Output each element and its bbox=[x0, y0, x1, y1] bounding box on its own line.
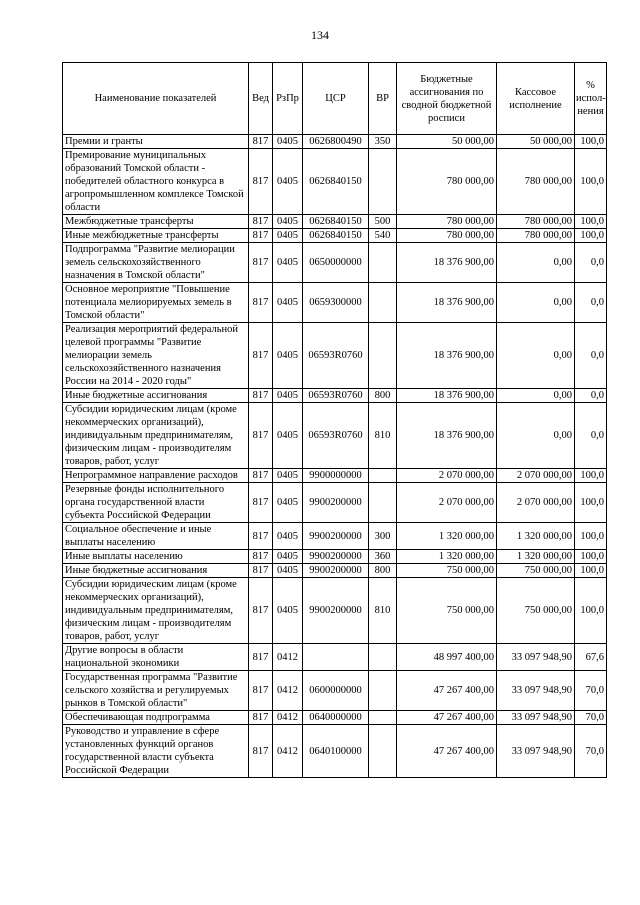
cell-vr bbox=[369, 149, 397, 215]
cell-name: Резервные фонды исполнительного органа государственной власти субъекта Российской Федерации bbox=[63, 483, 249, 523]
cell-pct: 0,0 bbox=[575, 243, 607, 283]
cell-rzpr: 0405 bbox=[273, 229, 303, 243]
cell-csr: 0659300000 bbox=[303, 283, 369, 323]
cell-ved: 817 bbox=[249, 711, 273, 725]
cell-rzpr: 0412 bbox=[273, 671, 303, 711]
header-csr: ЦСР bbox=[303, 63, 369, 135]
table-row bbox=[63, 283, 607, 323]
cell-ved: 817 bbox=[249, 523, 273, 550]
cell-rzpr: 0412 bbox=[273, 711, 303, 725]
cell-pct: 0,0 bbox=[575, 283, 607, 323]
cell-budget: 2 070 000,00 bbox=[397, 483, 497, 523]
cell-name: Основное мероприятие "Повышение потенциала мелиорируемых земель в Томской области" bbox=[63, 283, 249, 323]
cell-rzpr: 0405 bbox=[273, 283, 303, 323]
cell-budget: 780 000,00 bbox=[397, 149, 497, 215]
header-budget: Бюджетные ассигнования по сводной бюджетной росписи bbox=[397, 63, 497, 135]
cell-csr: 9900200000 bbox=[303, 523, 369, 550]
cell-rzpr: 0405 bbox=[273, 403, 303, 469]
cell-vr bbox=[369, 243, 397, 283]
cell-pct: 100,0 bbox=[575, 578, 607, 644]
page-number: 134 bbox=[311, 28, 329, 42]
cell-pct: 100,0 bbox=[575, 149, 607, 215]
cell-name: Иные бюджетные ассигнования bbox=[63, 389, 249, 403]
cell-ved: 817 bbox=[249, 323, 273, 389]
cell-vr: 810 bbox=[369, 578, 397, 644]
header-rzpr: РзПр bbox=[273, 63, 303, 135]
table-header-row bbox=[63, 63, 607, 135]
cell-csr: 9900200000 bbox=[303, 550, 369, 564]
cell-ved: 817 bbox=[249, 671, 273, 711]
budget-table bbox=[62, 62, 607, 778]
table-row bbox=[63, 149, 607, 215]
cell-rzpr: 0405 bbox=[273, 215, 303, 229]
cell-rzpr: 0405 bbox=[273, 389, 303, 403]
cell-budget: 18 376 900,00 bbox=[397, 403, 497, 469]
cell-vr: 540 bbox=[369, 229, 397, 243]
cell-name: Межбюджетные трансферты bbox=[63, 215, 249, 229]
cell-rzpr: 0405 bbox=[273, 550, 303, 564]
cell-pct: 100,0 bbox=[575, 135, 607, 149]
cell-pct: 0,0 bbox=[575, 403, 607, 469]
cell-vr bbox=[369, 644, 397, 671]
cell-csr: 0640100000 bbox=[303, 725, 369, 778]
cell-cash: 780 000,00 bbox=[497, 229, 575, 243]
table-body bbox=[63, 135, 607, 778]
cell-ved: 817 bbox=[249, 283, 273, 323]
cell-ved: 817 bbox=[249, 483, 273, 523]
cell-cash: 0,00 bbox=[497, 243, 575, 283]
cell-cash: 33 097 948,90 bbox=[497, 671, 575, 711]
cell-cash: 750 000,00 bbox=[497, 578, 575, 644]
cell-name: Иные межбюджетные трансферты bbox=[63, 229, 249, 243]
header-name: Наименование показателей bbox=[63, 63, 249, 135]
table-row bbox=[63, 523, 607, 550]
cell-vr: 300 bbox=[369, 523, 397, 550]
cell-cash: 50 000,00 bbox=[497, 135, 575, 149]
cell-csr: 06593R0760 bbox=[303, 323, 369, 389]
cell-budget: 48 997 400,00 bbox=[397, 644, 497, 671]
cell-name: Премии и гранты bbox=[63, 135, 249, 149]
cell-pct: 100,0 bbox=[575, 483, 607, 523]
header-ved: Вед bbox=[249, 63, 273, 135]
cell-rzpr: 0405 bbox=[273, 243, 303, 283]
cell-csr: 0640000000 bbox=[303, 711, 369, 725]
table-row bbox=[63, 711, 607, 725]
cell-csr: 9900200000 bbox=[303, 564, 369, 578]
cell-ved: 817 bbox=[249, 644, 273, 671]
cell-csr: 0626840150 bbox=[303, 229, 369, 243]
cell-cash: 1 320 000,00 bbox=[497, 523, 575, 550]
cell-vr bbox=[369, 483, 397, 523]
cell-csr: 0626840150 bbox=[303, 215, 369, 229]
cell-budget: 1 320 000,00 bbox=[397, 523, 497, 550]
cell-name: Премирование муниципальных образований Томской области - победителей областного конкурса в агропромышленном комплексе Томской области bbox=[63, 149, 249, 215]
cell-ved: 817 bbox=[249, 403, 273, 469]
table-row bbox=[63, 564, 607, 578]
cell-ved: 817 bbox=[249, 578, 273, 644]
cell-budget: 47 267 400,00 bbox=[397, 725, 497, 778]
cell-budget: 780 000,00 bbox=[397, 229, 497, 243]
cell-csr: 06593R0760 bbox=[303, 403, 369, 469]
table-row bbox=[63, 403, 607, 469]
cell-name: Субсидии юридическим лицам (кроме некоммерческих организаций), индивидуальным предпринимателям, физическим лицам - производителям товаров, работ, услуг bbox=[63, 578, 249, 644]
cell-name: Реализация мероприятий федеральной целевой программы "Развитие мелиорации земель сельскохозяйственного назначения России на 2014 - 2020 годы" bbox=[63, 323, 249, 389]
cell-cash: 780 000,00 bbox=[497, 149, 575, 215]
cell-rzpr: 0405 bbox=[273, 469, 303, 483]
header-pct: % испол-нения bbox=[575, 63, 607, 135]
cell-rzpr: 0405 bbox=[273, 578, 303, 644]
cell-budget: 18 376 900,00 bbox=[397, 389, 497, 403]
cell-name: Иные выплаты населению bbox=[63, 550, 249, 564]
cell-rzpr: 0405 bbox=[273, 323, 303, 389]
cell-budget: 2 070 000,00 bbox=[397, 469, 497, 483]
cell-cash: 780 000,00 bbox=[497, 215, 575, 229]
cell-cash: 1 320 000,00 bbox=[497, 550, 575, 564]
cell-budget: 18 376 900,00 bbox=[397, 283, 497, 323]
cell-name: Обеспечивающая подпрограмма bbox=[63, 711, 249, 725]
cell-rzpr: 0405 bbox=[273, 564, 303, 578]
table-row bbox=[63, 243, 607, 283]
cell-vr: 810 bbox=[369, 403, 397, 469]
table-row bbox=[63, 229, 607, 243]
cell-pct: 100,0 bbox=[575, 523, 607, 550]
cell-cash: 0,00 bbox=[497, 389, 575, 403]
cell-csr: 06593R0760 bbox=[303, 389, 369, 403]
cell-ved: 817 bbox=[249, 215, 273, 229]
table-row bbox=[63, 389, 607, 403]
cell-cash: 0,00 bbox=[497, 323, 575, 389]
cell-name: Руководство и управление в сфере установленных функций органов государственной власти субъекта Российской Федерации bbox=[63, 725, 249, 778]
cell-vr: 500 bbox=[369, 215, 397, 229]
table-row bbox=[63, 578, 607, 644]
cell-vr bbox=[369, 725, 397, 778]
table-row bbox=[63, 135, 607, 149]
cell-csr: 0626800490 bbox=[303, 135, 369, 149]
table-row bbox=[63, 644, 607, 671]
cell-csr: 0626840150 bbox=[303, 149, 369, 215]
cell-rzpr: 0405 bbox=[273, 523, 303, 550]
cell-vr: 800 bbox=[369, 564, 397, 578]
cell-csr: 0650000000 bbox=[303, 243, 369, 283]
cell-cash: 33 097 948,90 bbox=[497, 644, 575, 671]
cell-cash: 2 070 000,00 bbox=[497, 483, 575, 523]
table-row bbox=[63, 323, 607, 389]
cell-cash: 0,00 bbox=[497, 403, 575, 469]
cell-pct: 70,0 bbox=[575, 711, 607, 725]
cell-pct: 0,0 bbox=[575, 389, 607, 403]
cell-budget: 1 320 000,00 bbox=[397, 550, 497, 564]
cell-name: Иные бюджетные ассигнования bbox=[63, 564, 249, 578]
cell-csr: 0600000000 bbox=[303, 671, 369, 711]
table-row bbox=[63, 550, 607, 564]
header-vr: ВР bbox=[369, 63, 397, 135]
cell-budget: 47 267 400,00 bbox=[397, 711, 497, 725]
cell-budget: 18 376 900,00 bbox=[397, 323, 497, 389]
cell-name: Субсидии юридическим лицам (кроме некоммерческих организаций), индивидуальным предпринимателям, физическим лицам - производителям товаров, работ, услуг bbox=[63, 403, 249, 469]
cell-cash: 2 070 000,00 bbox=[497, 469, 575, 483]
cell-ved: 817 bbox=[249, 550, 273, 564]
cell-budget: 750 000,00 bbox=[397, 578, 497, 644]
cell-cash: 33 097 948,90 bbox=[497, 725, 575, 778]
cell-name: Государственная программа "Развитие сельского хозяйства и регулируемых рынков в Томской области" bbox=[63, 671, 249, 711]
table-row bbox=[63, 215, 607, 229]
cell-vr bbox=[369, 323, 397, 389]
cell-ved: 817 bbox=[249, 725, 273, 778]
cell-rzpr: 0405 bbox=[273, 149, 303, 215]
cell-pct: 70,0 bbox=[575, 725, 607, 778]
cell-pct: 0,0 bbox=[575, 323, 607, 389]
cell-ved: 817 bbox=[249, 229, 273, 243]
cell-ved: 817 bbox=[249, 135, 273, 149]
cell-vr bbox=[369, 711, 397, 725]
cell-ved: 817 bbox=[249, 469, 273, 483]
cell-pct: 70,0 bbox=[575, 671, 607, 711]
cell-budget: 50 000,00 bbox=[397, 135, 497, 149]
cell-rzpr: 0412 bbox=[273, 644, 303, 671]
cell-csr: 9900200000 bbox=[303, 483, 369, 523]
cell-pct: 100,0 bbox=[575, 229, 607, 243]
cell-cash: 33 097 948,90 bbox=[497, 711, 575, 725]
cell-budget: 750 000,00 bbox=[397, 564, 497, 578]
cell-ved: 817 bbox=[249, 243, 273, 283]
cell-name: Подпрограмма "Развитие мелиорации земель сельскохозяйственного назначения в Томской области" bbox=[63, 243, 249, 283]
cell-vr bbox=[369, 671, 397, 711]
cell-pct: 100,0 bbox=[575, 564, 607, 578]
header-cash: Кассовое исполнение bbox=[497, 63, 575, 135]
cell-vr: 800 bbox=[369, 389, 397, 403]
table-row bbox=[63, 725, 607, 778]
cell-vr: 350 bbox=[369, 135, 397, 149]
table-row bbox=[63, 483, 607, 523]
cell-rzpr: 0405 bbox=[273, 135, 303, 149]
cell-budget: 780 000,00 bbox=[397, 215, 497, 229]
cell-ved: 817 bbox=[249, 564, 273, 578]
cell-pct: 100,0 bbox=[575, 550, 607, 564]
cell-csr: 9900000000 bbox=[303, 469, 369, 483]
cell-rzpr: 0405 bbox=[273, 483, 303, 523]
cell-budget: 47 267 400,00 bbox=[397, 671, 497, 711]
cell-csr: 9900200000 bbox=[303, 578, 369, 644]
cell-vr bbox=[369, 283, 397, 323]
cell-name: Социальное обеспечение и иные выплаты населению bbox=[63, 523, 249, 550]
cell-cash: 0,00 bbox=[497, 283, 575, 323]
table-row bbox=[63, 469, 607, 483]
cell-rzpr: 0412 bbox=[273, 725, 303, 778]
table-row bbox=[63, 671, 607, 711]
cell-ved: 817 bbox=[249, 389, 273, 403]
cell-pct: 67,6 bbox=[575, 644, 607, 671]
cell-budget: 18 376 900,00 bbox=[397, 243, 497, 283]
cell-csr bbox=[303, 644, 369, 671]
cell-vr: 360 bbox=[369, 550, 397, 564]
cell-pct: 100,0 bbox=[575, 469, 607, 483]
cell-cash: 750 000,00 bbox=[497, 564, 575, 578]
cell-name: Другие вопросы в области национальной экономики bbox=[63, 644, 249, 671]
cell-vr bbox=[369, 469, 397, 483]
cell-pct: 100,0 bbox=[575, 215, 607, 229]
cell-name: Непрограммное направление расходов bbox=[63, 469, 249, 483]
cell-ved: 817 bbox=[249, 149, 273, 215]
